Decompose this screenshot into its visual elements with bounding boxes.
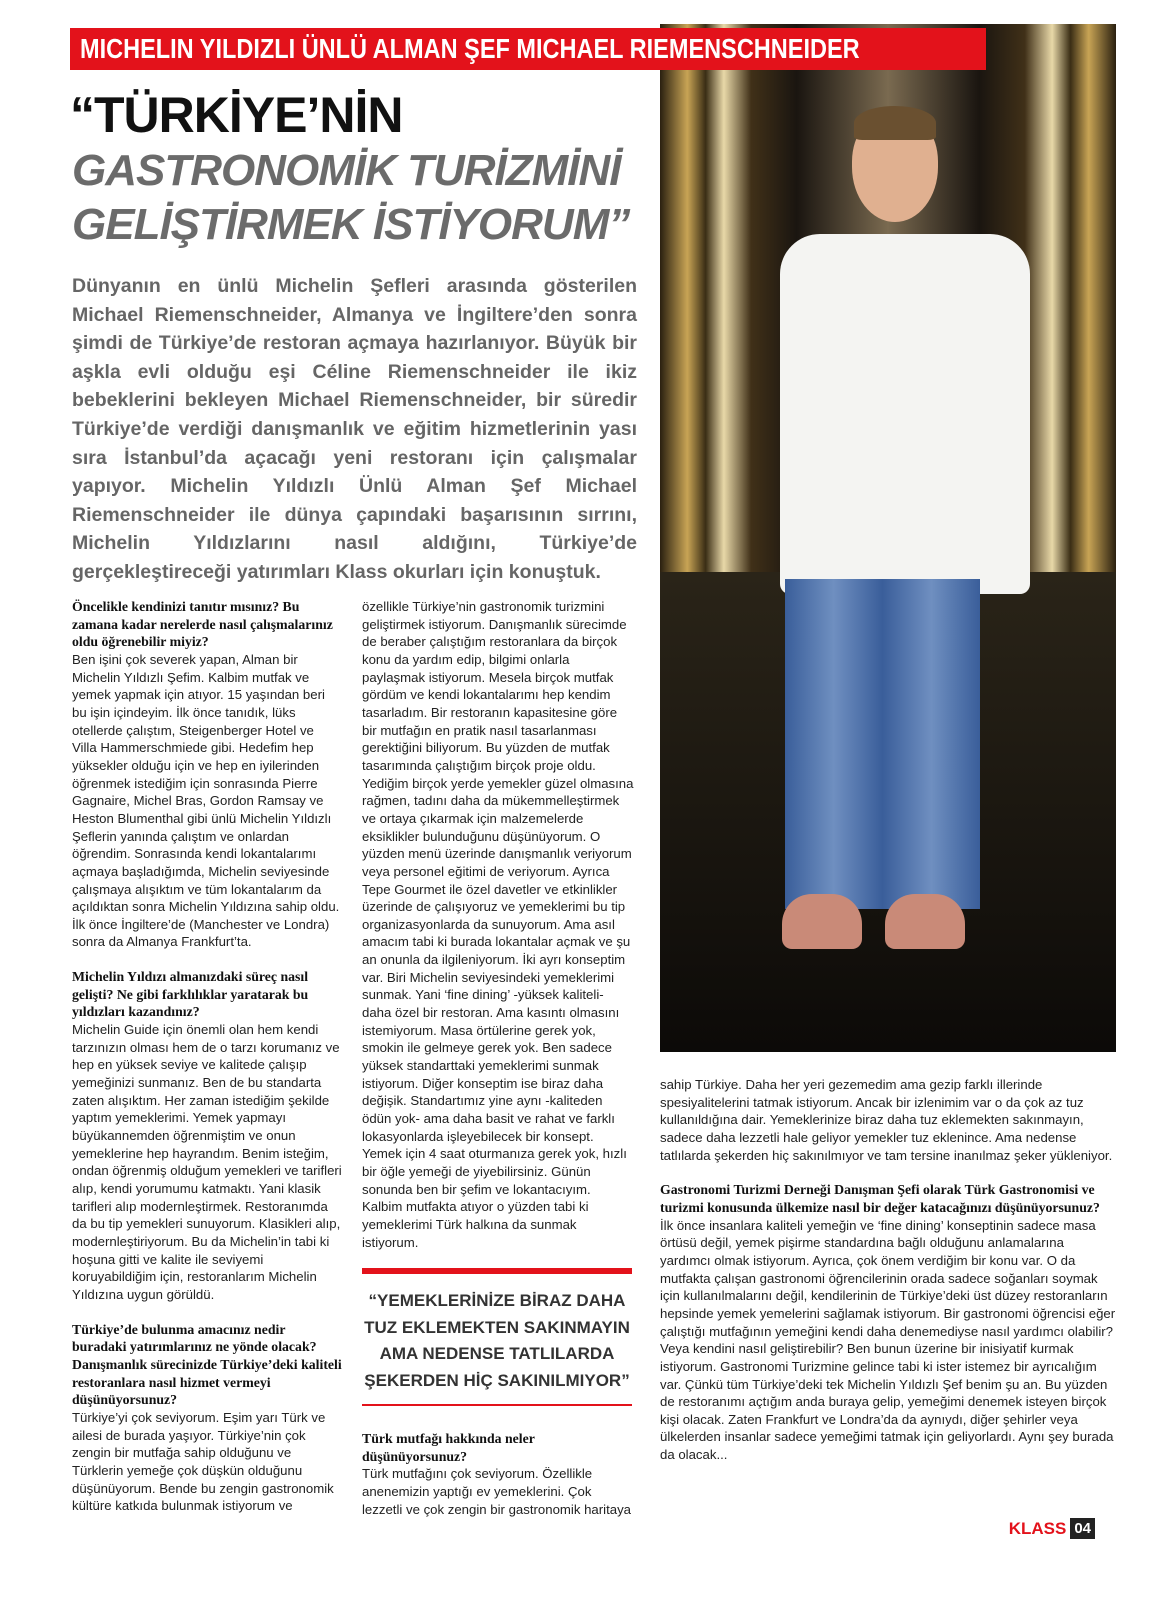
answer: özellikle Türkiye’nin gastronomik turizmini geliştirmek istiyorum. Danışmanlık sürecimde de beraber çalıştığım restoranlara da birçok konu da yardım edip, bilgimi onlarla paylaşmak istiyorum. Mesela birçok mutfak gördüm ve kendi lokantalarımı hep kendim tasarladım. Bir restoranın kapasitesine göre bir mutfağın en pratik nasıl tasarlanması gerektiğini biliyorum. Bu yüzden de mutfak tasarımında çalıştığım birçok proje oldu. Yediğim birçok yerde yemekler güzel olmasına rağmen, tadını daha da mükemmelleştirmek ve ortaya çıkarmak için malzemelerde eksiklikler bulunduğunu düşünüyorum. O yüzden menü üzerinde danışmanlık veriyorum veya personel eğitimi de veriyorum. Ayrıca Tepe Gourmet ile özel davetler ve etkinlikler üzerinde de çalışıyoruz ve yemeklerimi bu tip organizasyonlarda da sunuyorum. Ama asıl amacım tabi ki burada lokantalar açmak ve şu an onunla da ilgileniyorum. İki ayrı konseptim var. Biri Michelin seviyesindeki yemeklerimi sunmak. Yani ‘fine dining’ -yüksek kaliteli- daha özel bir restoran. Ama kasıntı olmasını istemiyorum. Masa örtülerine gerek yok, smokin ile gelmeye gerek yok. Ben sadece yüksek standarttaki yemeklerimi sunmak istiyorum. Diğer konseptim ise biraz daha değişik. Standartımız yine aynı -kaliteden ödün yok- ama daha basit ve rahat ve farklı lokasyonlarda işleyebilecek bir konsept. Yemek için 4 saat oturmanıza gerek yok, hızlı bir öğle yemeği de yiyebilirsiniz. Günün sonunda ben bir şefim ve lokantacıyım. Kalbim mutfakta atıyor o yüzden tabi ki yemeklerimi Türk halkına da sunmak istiyorum. — [362, 599, 634, 1250]
intro-paragraph: Dünyanın en ünlü Michelin Şefleri arasında gösterilen Michael Riemenschneider, Almanya ve İngiltere’den sonra şimdi de Türkiye’de restoran açmaya hazırlanıyor. Büyük bir aşkla evli olduğu eşi Céline Riemenschneider ile ikiz bebeklerini bekleyen Michael Riemenschneider, bir süredir Türkiye’de verdiği danışmanlık ve eğitim hizmetlerinin yası sıra İstanbul’da açacağı yeni restoranı için çalışmalar yapıyor. Michelin Yıldızlı Ünlü Alman Şef Michael Riemenschneider ile dünya çapındaki başarısının sırrını, Michelin Yıldızlarını nasıl aldığını, Türkiye’de gerçekleştireceği yatırımları Klass okurları için konuştuk. — [72, 275, 637, 583]
answer: Türk mutfağını çok seviyorum. Özellikle anenemizin yaptığı ev yemeklerini. Çok lezzetli ve çok zengin bir gastronomik haritaya — [362, 1466, 632, 1517]
column-1 — [72, 598, 342, 1532]
magazine-brand: KLASS — [1008, 1518, 1067, 1538]
column-3 — [660, 1076, 1116, 1481]
shoe-right — [885, 894, 965, 949]
question: Michelin Yıldızı almanızdaki süreç nasıl gelişti? Ne gibi farklılıklar yaratarak bu yıldızları kazandınız? — [72, 969, 309, 1020]
chef-photo — [660, 24, 1116, 1052]
headline-line1: “TÜRKİYE’NİN — [70, 87, 403, 143]
question: Türk mutfağı hakkında neler düşünüyorsunuz? — [362, 1431, 535, 1464]
section-banner-text: MICHELIN YILDIZLI ÜNLÜ ALMAN ŞEF MICHAEL RIEMENSCHNEIDER — [80, 33, 860, 64]
question: Gastronomi Turizmi Derneği Danışman Şefi olarak Türk Gastronomisi ve turizmi konusunda ülkemize nasıl bir değer katacağınızı düşünüyorsunuz? — [660, 1182, 1100, 1215]
page-footer — [1009, 1518, 1095, 1539]
answer: Türkiye’yi çok seviyorum. Eşim yarı Türk ve ailesi de burada yaşıyor. Türkiye’nin çok zengin bir mutfağa sahip olduğunu ve Türklerin yemeğe çok düşkün olduğunu düşünüyorum. Bende bu zengin gastronomik kültüre katkıda bulunmak istiyorum ve — [72, 1409, 334, 1514]
column-2 — [362, 598, 634, 1268]
section-banner — [70, 28, 986, 70]
headline-line3: GELİŞTİRMEK İSTİYORUM” — [72, 200, 630, 249]
page-number: 04 — [1070, 1518, 1095, 1539]
answer: Michelin Guide için önemli olan hem kendi tarzınızın olması hem de o tarzı korumanız ve hep en yüksek seviye ve kalitede çalışıp yemeğinizi sunmanız. Ben de bu standarta zaten alışıktım. Her zaman istediğim şekilde yaptım yemeklerimi. Yemek yapmayı büyükannemden öğrenmiştim ve onun yemeklerine hep hayrandım. Benim isteğim, ondan öğrenmiş olduğum yemekleri ve tarifleri alıp, kendi yorumumu katmaktı. Yani klasik tarifleri alıp modernleştirmek. Restoranımda da bu tip yemekleri sunuyorum. Klasikleri alıp, modernleştiriyorum. Bu da Michelin’in tabi ki hoşuna gitti ve kalite ile seviyemi koruyabildiğim için, restoranlarım Michelin Yıldızına uygun görüldü. — [72, 1022, 342, 1302]
chef-jacket — [780, 234, 1030, 594]
answer: sahip Türkiye. Daha her yeri gezemedim ama gezip farklı illerinde spesiyalitelerini tatmak istiyorum. Ancak bir izlenimim var o da çok az tuz kullanıldığına dair. Yemeklerinize biraz daha tuz eklemekten sakınmayın, sadece daha lezzetli hale geliyor yemekler tuz eklenince. Ama nedense tatlılarda şekerden hiç sakınılmıyor ve tam tersine inanılmaz şeker yükleniyor. — [660, 1077, 1113, 1163]
shoe-left — [782, 894, 862, 949]
pull-quote: “YEMEKLERİNİZE BİRAZ DAHA TUZ EKLEMEKTEN SAKINMAYIN AMA NEDENSE TATLILARDA ŞEKERDEN HİÇ SAKINILMIYOR” — [362, 1268, 632, 1406]
column-2-bottom — [362, 1430, 634, 1535]
question: Öncelikle kendinizi tanıtır mısınız? Bu zamana kadar nerelerde nasıl çalışmalarınız oldu öğrenebilir miyiz? — [72, 599, 333, 650]
question: Türkiye’de bulunma amacınız nedir buradaki yatırımlarınız ne yönde olacak? Danışmanlık sürecinizde Türkiye’deki kaliteli restoranlara nasıl hizmet vermeyi düşünüyorsunuz? — [72, 1321, 342, 1408]
headline-line2: GASTRONOMİK TURİZMİNİ — [72, 146, 621, 195]
chef-hair — [854, 106, 936, 140]
answer: İlk önce insanlara kaliteli yemeğin ve ‘fine dining’ konseptinin sadece masa örtüsü değil, yemek pişirme standardına bağlı olduğunu anlamalarına yardımcı olmak istiyorum. Ayrıca, çok önem verdiğim bir konu var. O da mutfakta çalışan gastronomi öğrencilerinin orada sadece soğanları soymak için kullanılmalarını değil, kendilerinin de Türkiye’deki üst düzey restoranların hepsinde yemek yemelerini sağlamak istiyorum. Bir gastronomi öğrencisi eğer çalıştığı mutfağının yemeğini kendi daha denemediyse nasıl yardımcı olabilir? Veya kendini nasıl geliştirebilir? Ben bunun üzerine bir inisiyatif kurmak istiyorum. Gastronomi Turizmine gelince tabi ki ister istemez bir ayrıcalığım var. Çünkü tüm Türkiye’deki tek Michelin Yıldızlı Şef benim şu an. Bu yüzden de restoranımı açtığım anda buraya gelip, yemeğimi denemek isteyen birçok kişi olacak. Zaten Frankfurt ve Londra’da da aynıydı, diğer şehirler veya ülkelerden insanlar sadece yemeğimi tatmak için geliyorlardı. Aynı şey burada da olacak... — [660, 1217, 1116, 1463]
chef-jeans — [785, 579, 980, 909]
answer: Ben işini çok severek yapan, Alman bir Michelin Yıldızlı Şefim. Kalbim mutfak ve yemek yapmak için atıyor. 15 yaşından beri bu işin içindeyim. İlk önce tanıdık, lüks otellerde çalıştım, Steigenberger Hotel ve Villa Hammerschmiede gibi. Hedefim hep yüksekler olduğu için ve hep en iyilerinden öğrenmek istediğim için sonrasında Pierre Gagnaire, Michel Bras, Gordon Ramsay ve Heston Blumenthal gibi ünlü Michelin Yıldızlı Şeflerin yanında çalıştım ve onlardan öğrendim. Sonrasında kendi lokantalarımı açmaya başladığımda, Michelin seviyesinde çalışmaya alışıktım ve tüm lokantalarım da açıldıktan sonra Michelin Yıldızına sahip oldu. İlk önce İngiltere’de (Manchester ve Londra) sonra da Almanya Frankfurt’ta. — [72, 651, 340, 950]
